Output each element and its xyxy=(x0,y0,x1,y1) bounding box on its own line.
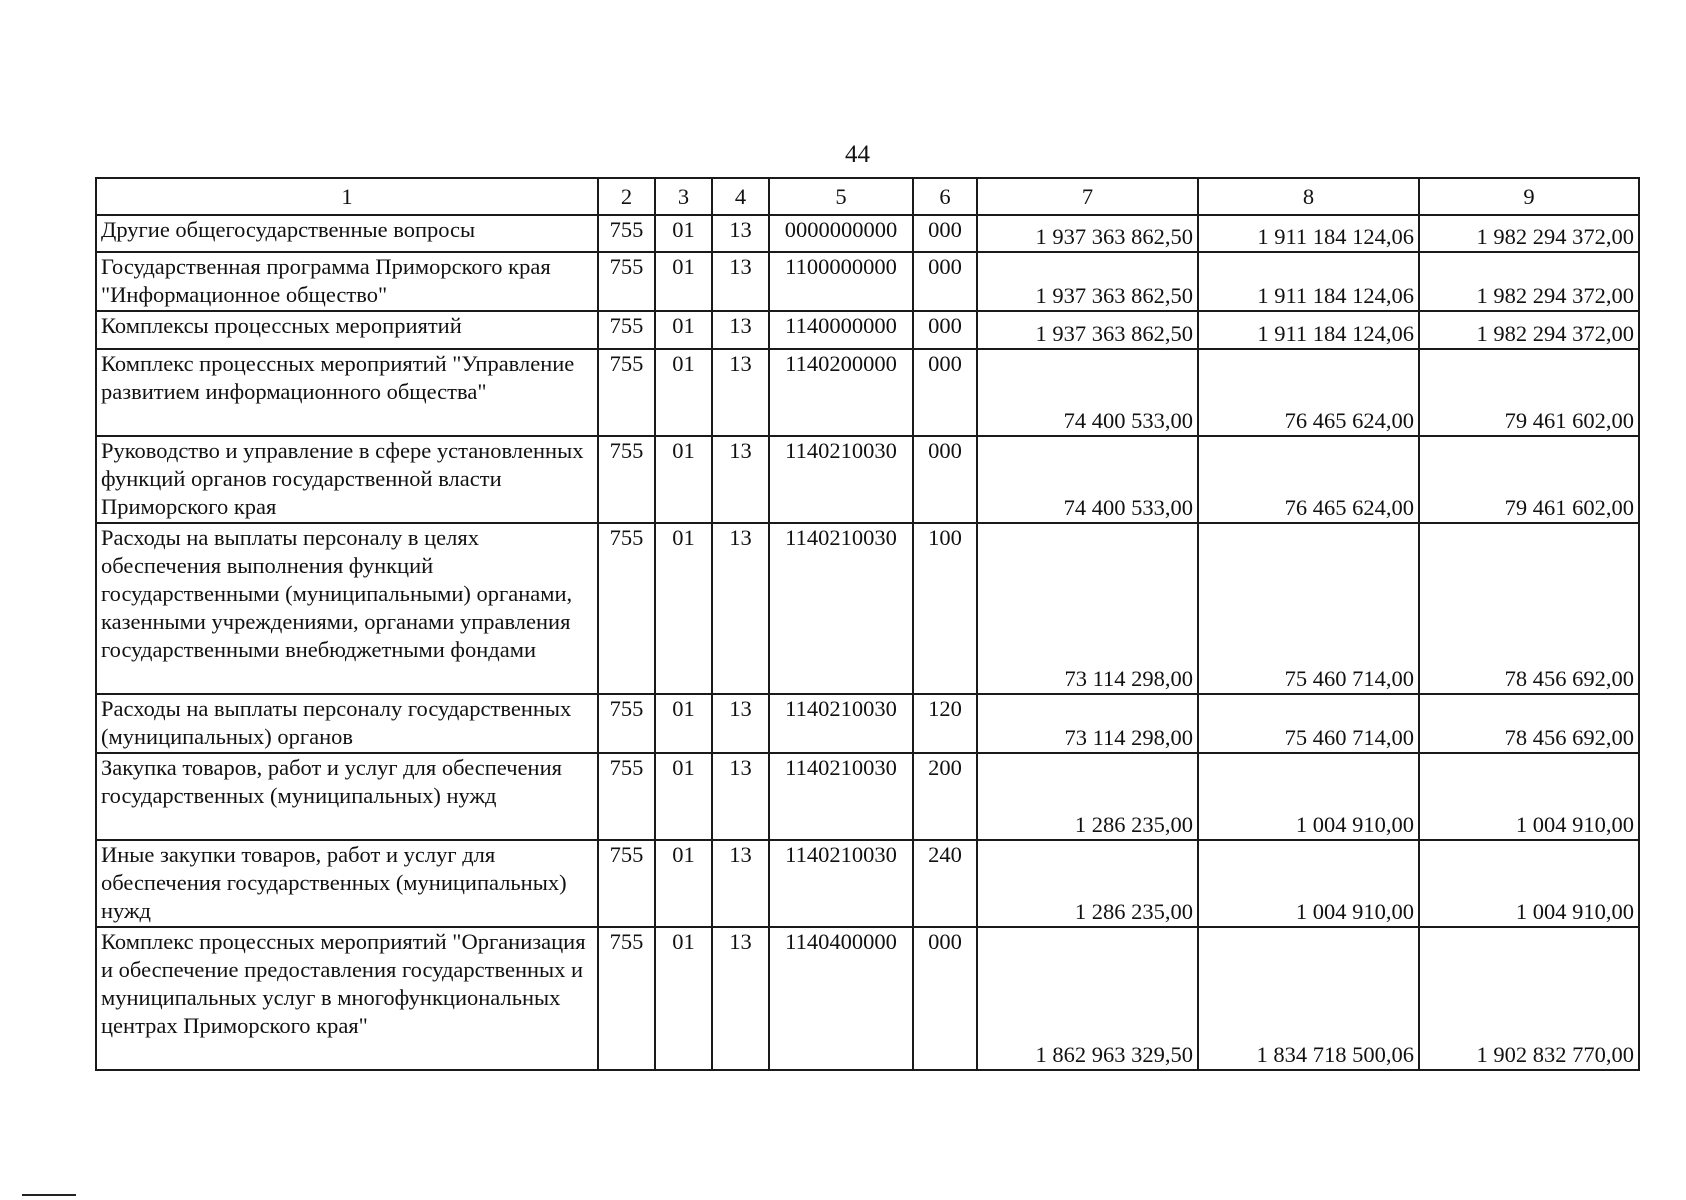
amount-cell: 1 911 184 124,06 xyxy=(1198,215,1419,252)
code-cell: 755 xyxy=(598,523,655,694)
code-cell: 13 xyxy=(712,215,769,252)
header-cell: 6 xyxy=(913,178,977,215)
code-cell: 13 xyxy=(712,694,769,753)
amount-cell: 79 461 602,00 xyxy=(1419,436,1639,523)
code-cell: 01 xyxy=(655,840,712,927)
amount-cell: 1 982 294 372,00 xyxy=(1419,311,1639,349)
code-cell: 240 xyxy=(913,840,977,927)
amount-cell: 74 400 533,00 xyxy=(977,349,1198,436)
amount-cell: 1 911 184 124,06 xyxy=(1198,252,1419,311)
code-cell: 200 xyxy=(913,753,977,840)
code-cell: 000 xyxy=(913,252,977,311)
row-name: Иные закупки товаров, работ и услуг для обеспечения государственных (муниципальных) нужд xyxy=(96,840,598,927)
code-cell: 000 xyxy=(913,349,977,436)
code-cell: 1140210030 xyxy=(769,753,913,840)
amount-cell: 1 286 235,00 xyxy=(977,753,1198,840)
code-cell: 13 xyxy=(712,436,769,523)
amount-cell: 76 465 624,00 xyxy=(1198,436,1419,523)
code-cell: 13 xyxy=(712,840,769,927)
code-cell: 755 xyxy=(598,694,655,753)
table-row xyxy=(96,349,1639,436)
table-row xyxy=(96,523,1639,694)
header-row xyxy=(96,178,1639,215)
code-cell: 100 xyxy=(913,523,977,694)
amount-cell: 1 902 832 770,00 xyxy=(1419,927,1639,1070)
code-cell: 01 xyxy=(655,927,712,1070)
table-row xyxy=(96,840,1639,927)
code-cell: 01 xyxy=(655,252,712,311)
code-cell: 01 xyxy=(655,694,712,753)
amount-cell: 78 456 692,00 xyxy=(1419,694,1639,753)
table-row xyxy=(96,215,1639,252)
amount-cell: 1 982 294 372,00 xyxy=(1419,215,1639,252)
amount-cell: 74 400 533,00 xyxy=(977,436,1198,523)
code-cell: 755 xyxy=(598,753,655,840)
code-cell: 755 xyxy=(598,215,655,252)
code-cell: 1140400000 xyxy=(769,927,913,1070)
table-row xyxy=(96,436,1639,523)
row-name: Комплексы процессных мероприятий xyxy=(96,311,598,349)
code-cell: 13 xyxy=(712,252,769,311)
amount-cell: 1 911 184 124,06 xyxy=(1198,311,1419,349)
row-name: Руководство и управление в сфере установленных функций органов государственной власти Приморского края xyxy=(96,436,598,523)
code-cell: 01 xyxy=(655,523,712,694)
code-cell: 1140210030 xyxy=(769,436,913,523)
code-cell: 01 xyxy=(655,349,712,436)
amount-cell: 79 461 602,00 xyxy=(1419,349,1639,436)
row-name: Расходы на выплаты персоналу государственных (муниципальных) органов xyxy=(96,694,598,753)
code-cell: 13 xyxy=(712,349,769,436)
code-cell: 000 xyxy=(913,311,977,349)
code-cell: 13 xyxy=(712,311,769,349)
code-cell: 13 xyxy=(712,927,769,1070)
header-cell: 7 xyxy=(977,178,1198,215)
amount-cell: 76 465 624,00 xyxy=(1198,349,1419,436)
footer-rule xyxy=(22,1194,76,1196)
code-cell: 1140210030 xyxy=(769,523,913,694)
budget-table xyxy=(95,177,1640,1071)
row-name: Закупка товаров, работ и услуг для обеспечения государственных (муниципальных) нужд xyxy=(96,753,598,840)
code-cell: 01 xyxy=(655,753,712,840)
amount-cell: 1 004 910,00 xyxy=(1198,753,1419,840)
row-name: Государственная программа Приморского края "Информационное общество" xyxy=(96,252,598,311)
code-cell: 000 xyxy=(913,436,977,523)
row-name: Другие общегосударственные вопросы xyxy=(96,215,598,252)
row-name: Расходы на выплаты персоналу в целях обеспечения выполнения функций государственными (муниципальными) органами, казенными учреждениями, органами управления государственными внебюджетными фондами xyxy=(96,523,598,694)
amount-cell: 1 937 363 862,50 xyxy=(977,215,1198,252)
code-cell: 755 xyxy=(598,927,655,1070)
header-cell: 1 xyxy=(96,178,598,215)
code-cell: 13 xyxy=(712,523,769,694)
code-cell: 1140210030 xyxy=(769,840,913,927)
code-cell: 755 xyxy=(598,252,655,311)
amount-cell: 1 004 910,00 xyxy=(1198,840,1419,927)
table-row xyxy=(96,927,1639,1070)
code-cell: 755 xyxy=(598,436,655,523)
amount-cell: 1 834 718 500,06 xyxy=(1198,927,1419,1070)
page-number: 44 xyxy=(845,141,870,168)
table-row xyxy=(96,753,1639,840)
table-row xyxy=(96,694,1639,753)
code-cell: 1140200000 xyxy=(769,349,913,436)
header-cell: 2 xyxy=(598,178,655,215)
header-cell: 8 xyxy=(1198,178,1419,215)
amount-cell: 1 982 294 372,00 xyxy=(1419,252,1639,311)
amount-cell: 1 004 910,00 xyxy=(1419,753,1639,840)
code-cell: 1140000000 xyxy=(769,311,913,349)
amount-cell: 1 286 235,00 xyxy=(977,840,1198,927)
amount-cell: 78 456 692,00 xyxy=(1419,523,1639,694)
code-cell: 000 xyxy=(913,215,977,252)
code-cell: 000 xyxy=(913,927,977,1070)
code-cell: 755 xyxy=(598,840,655,927)
amount-cell: 1 004 910,00 xyxy=(1419,840,1639,927)
amount-cell: 1 937 363 862,50 xyxy=(977,311,1198,349)
row-name: Комплекс процессных мероприятий "Организация и обеспечение предоставления государственных и муниципальных услуг в многофункциональных центрах Приморского края" xyxy=(96,927,598,1070)
code-cell: 755 xyxy=(598,349,655,436)
code-cell: 01 xyxy=(655,436,712,523)
code-cell: 755 xyxy=(598,311,655,349)
table-row xyxy=(96,252,1639,311)
code-cell: 1100000000 xyxy=(769,252,913,311)
code-cell: 01 xyxy=(655,311,712,349)
amount-cell: 1 937 363 862,50 xyxy=(977,252,1198,311)
code-cell: 1140210030 xyxy=(769,694,913,753)
amount-cell: 73 114 298,00 xyxy=(977,523,1198,694)
header-cell: 9 xyxy=(1419,178,1639,215)
amount-cell: 1 862 963 329,50 xyxy=(977,927,1198,1070)
amount-cell: 75 460 714,00 xyxy=(1198,523,1419,694)
code-cell: 0000000000 xyxy=(769,215,913,252)
code-cell: 01 xyxy=(655,215,712,252)
row-name: Комплекс процессных мероприятий "Управление развитием информационного общества" xyxy=(96,349,598,436)
code-cell: 120 xyxy=(913,694,977,753)
table-row xyxy=(96,311,1639,349)
amount-cell: 75 460 714,00 xyxy=(1198,694,1419,753)
header-cell: 3 xyxy=(655,178,712,215)
code-cell: 13 xyxy=(712,753,769,840)
header-cell: 5 xyxy=(769,178,913,215)
header-cell: 4 xyxy=(712,178,769,215)
amount-cell: 73 114 298,00 xyxy=(977,694,1198,753)
